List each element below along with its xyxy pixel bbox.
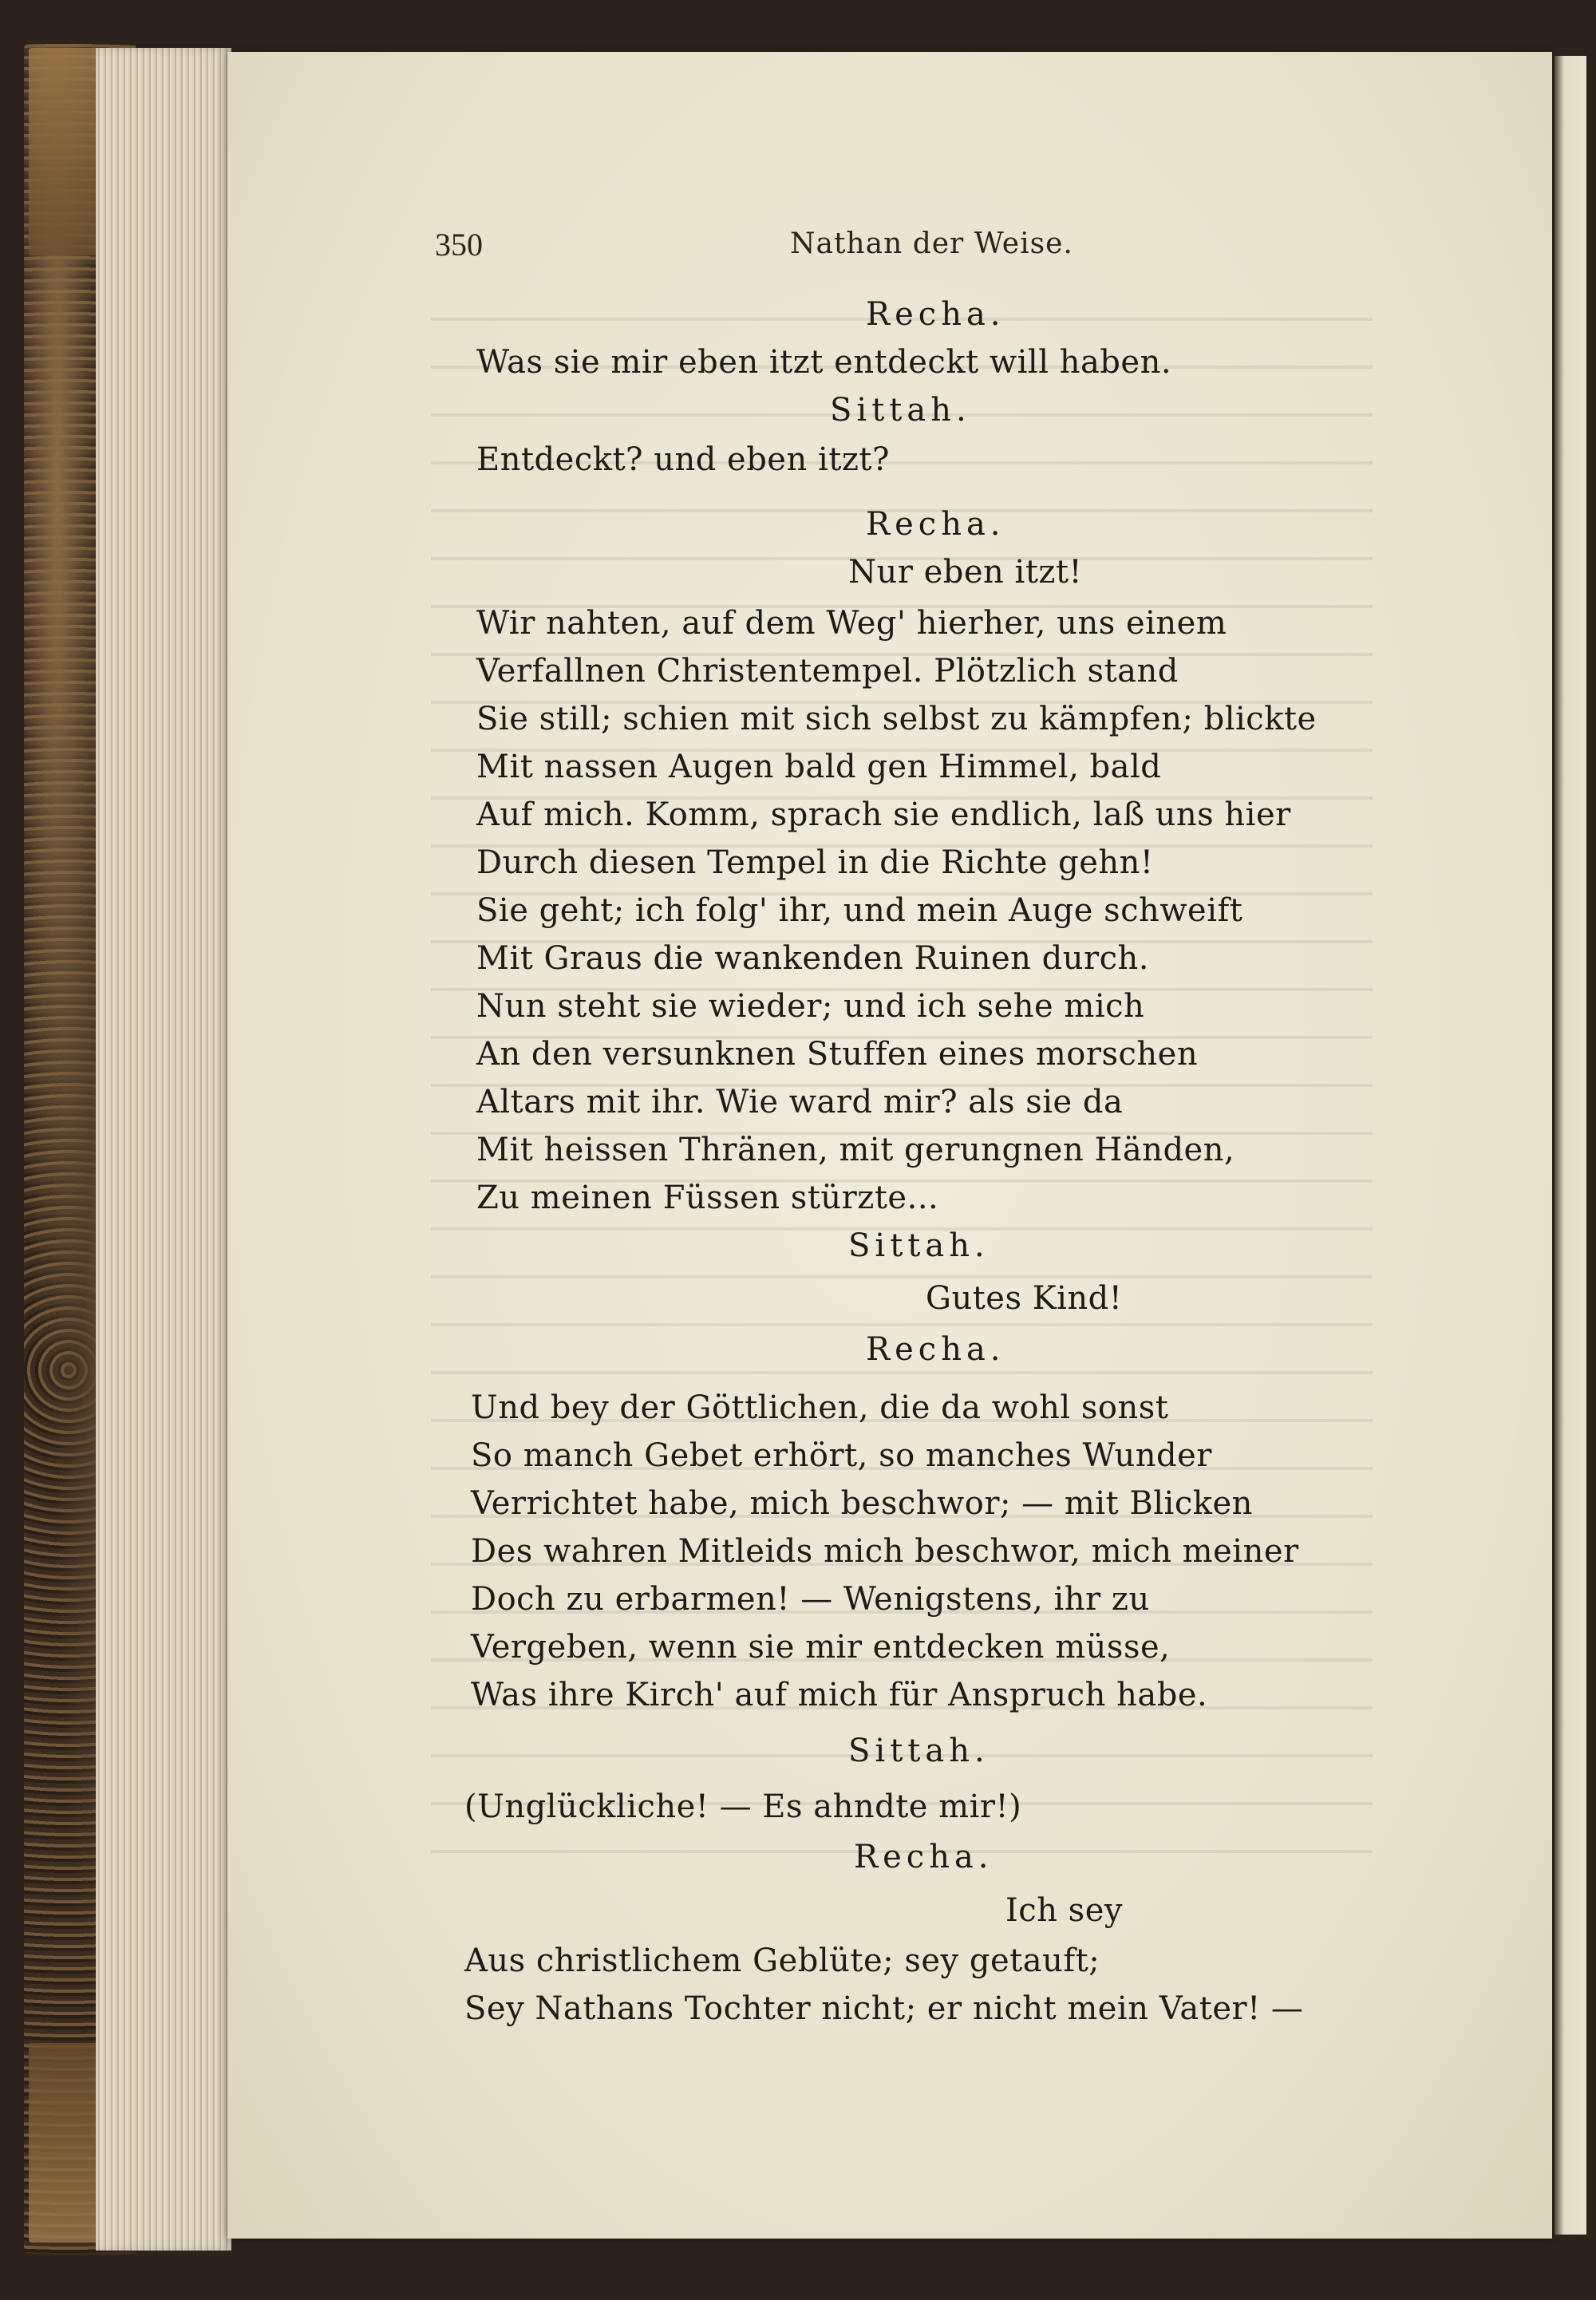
- verse-line: Mit Graus die wankenden Ruinen durch.: [476, 940, 1149, 977]
- verse-line: Ich sey: [1005, 1892, 1123, 1929]
- verse-line: Nur eben itzt!: [848, 554, 1083, 591]
- speaker-label: Recha.: [854, 1839, 994, 1875]
- verse-line: Was sie mir eben itzt entdeckt will haben.: [476, 344, 1172, 381]
- verse-line: Sie still; schien mit sich selbst zu kämpfen; blickte: [476, 701, 1317, 737]
- verse-line: Mit heissen Thränen, mit gerungnen Händen,: [476, 1132, 1235, 1168]
- page-number: 350: [435, 227, 483, 263]
- verse-line: Durch diesen Tempel in die Richte gehn!: [476, 844, 1154, 881]
- verse-line: So manch Gebet erhört, so manches Wunder: [471, 1437, 1212, 1474]
- verse-line: Verfallnen Christentempel. Plötzlich stand: [476, 653, 1179, 690]
- verse-line: Mit nassen Augen bald gen Himmel, bald: [476, 749, 1162, 785]
- verse-line: Aus christlichem Geblüte; sey getauft;: [464, 1942, 1100, 1979]
- running-title: Nathan der Weise.: [790, 227, 1073, 260]
- verse-line: Sey Nathans Tochter nicht; er nicht mein Vater! —: [464, 1990, 1304, 2027]
- speaker-label: Sittah.: [848, 1733, 990, 1769]
- verse-line: Wir nahten, auf dem Weg' hierher, uns einem: [476, 605, 1227, 642]
- verse-line: Was ihre Kirch' auf mich für Anspruch habe.: [471, 1677, 1208, 1713]
- speaker-label: Sittah.: [848, 1227, 990, 1264]
- verse-line: Entdeckt? und eben itzt?: [476, 441, 890, 478]
- verse-line: An den versunknen Stuffen eines morschen: [476, 1036, 1199, 1073]
- verse-line: Altars mit ihr. Wie ward mir? als sie da: [476, 1084, 1124, 1120]
- verse-line: Zu meinen Füssen stürzte...: [476, 1180, 939, 1216]
- verse-line: Gutes Kind!: [926, 1280, 1123, 1317]
- verse-line: Auf mich. Komm, sprach sie endlich, laß uns hier: [476, 796, 1291, 833]
- verse-line: Des wahren Mitleids mich beschwor, mich meiner: [471, 1533, 1299, 1570]
- speaker-label: Recha.: [866, 296, 1005, 333]
- speaker-label: Recha.: [866, 1331, 1005, 1368]
- verse-line: Doch zu erbarmen! — Wenigstens, ihr zu: [471, 1581, 1150, 1618]
- verse-line: (Unglückliche! — Es ahndte mir!): [464, 1788, 1022, 1825]
- verse-line: Sie geht; ich folg' ihr, und mein Auge schweift: [476, 892, 1243, 929]
- speaker-label: Sittah.: [830, 392, 971, 429]
- speaker-label: Recha.: [866, 506, 1005, 543]
- verse-line: Und bey der Göttlichen, die da wohl sonst: [471, 1389, 1169, 1426]
- verse-line: Vergeben, wenn sie mir entdecken müsse,: [471, 1629, 1171, 1666]
- verse-line: Verrichtet habe, mich beschwor; — mit Blicken: [471, 1485, 1253, 1522]
- verse-line: Nun steht sie wieder; und ich sehe mich: [476, 988, 1145, 1025]
